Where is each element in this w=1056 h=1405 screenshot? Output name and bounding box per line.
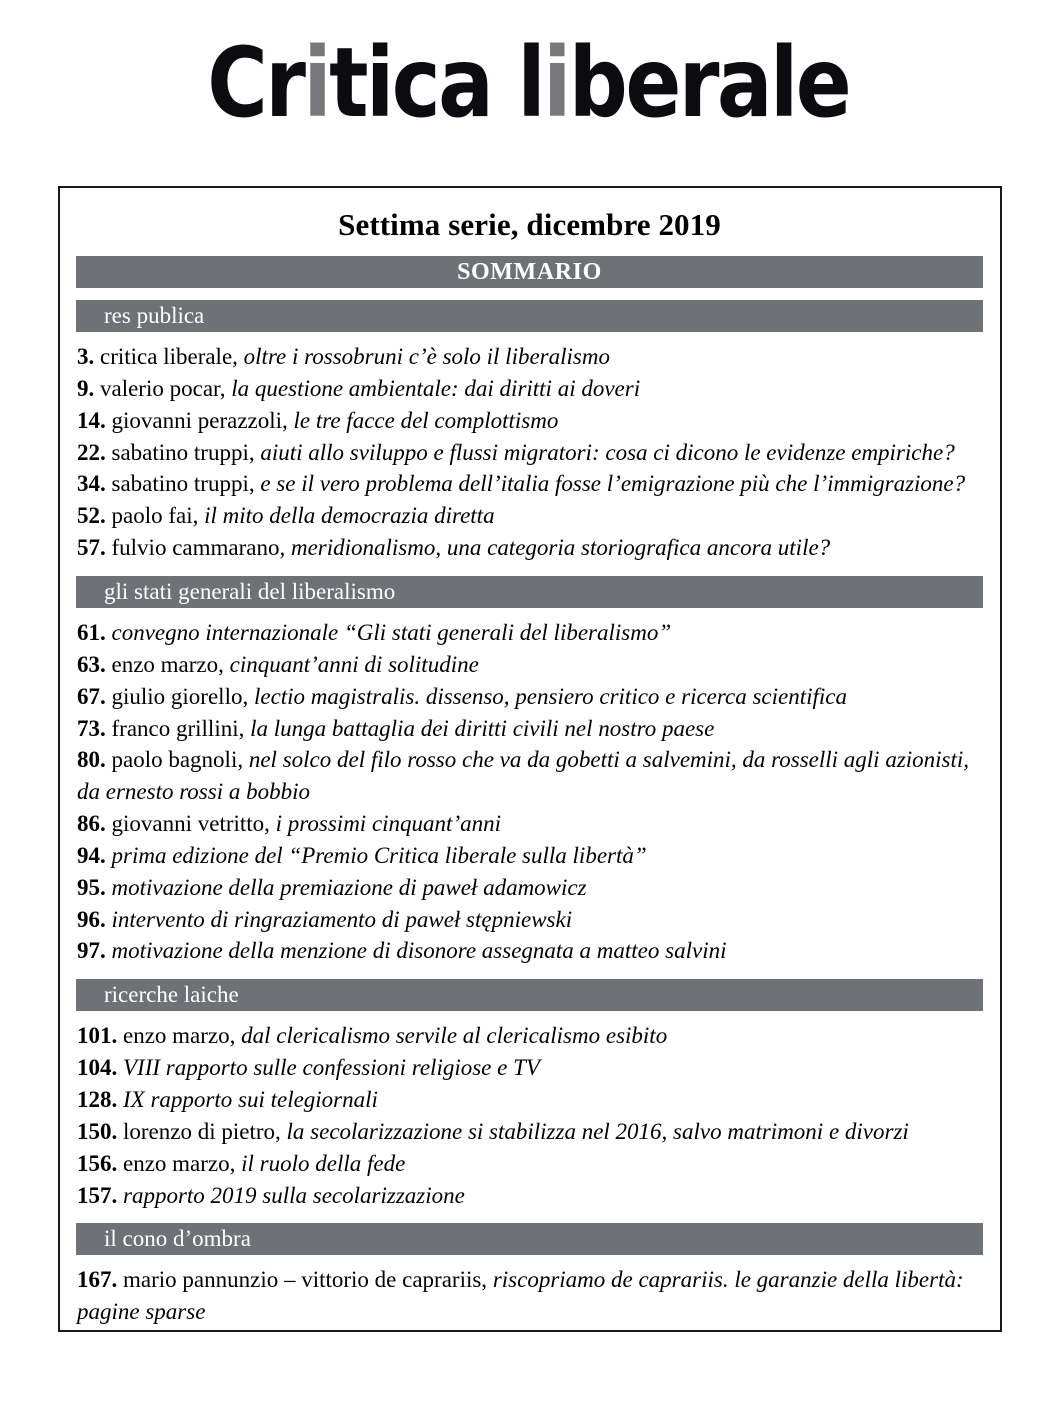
entry-title: lectio magistralis. dissenso, pensiero critico e ricerca scientifica [248, 683, 847, 709]
toc-entry[interactable] [77, 500, 983, 532]
toc-entry[interactable] [77, 935, 983, 967]
toc-entry[interactable] [77, 1084, 983, 1116]
entry-title: il mito della democrazia diretta [198, 503, 495, 529]
entry-author: giovanni perazzoli, [105, 407, 288, 433]
entry-title: VIII rapporto sulle confessioni religiose e TV [117, 1055, 540, 1081]
toc-entry[interactable] [77, 904, 983, 936]
entry-title: nel solco del filo rosso che va da gobetti a salvemini, da rosselli agli azionisti, da ernesto rossi a bobbio [77, 747, 970, 805]
summary-frame [58, 186, 1002, 1332]
entry-title: motivazione della premiazione di paweł adamowicz [105, 874, 587, 900]
masthead-text-2: tica l [328, 27, 543, 139]
entry-page-number: 95. [77, 874, 106, 900]
entry-author: paolo bagnoli, [105, 747, 244, 773]
publication-title [207, 27, 849, 139]
entry-title: aiuti allo sviluppo e flussi migratori: cosa ci dicono le evidenze empiriche? [254, 439, 955, 465]
entry-list [76, 341, 983, 564]
toc-entry[interactable] [77, 341, 983, 373]
toc-entry[interactable] [77, 840, 983, 872]
entry-page-number: 156. [77, 1150, 118, 1176]
entry-page-number: 67. [77, 683, 106, 709]
entry-page-number: 97. [77, 938, 106, 964]
entry-page-number: 52. [77, 503, 106, 529]
toc-entry[interactable] [77, 1116, 983, 1148]
section-block [76, 300, 983, 564]
entry-page-number: 73. [77, 715, 106, 741]
entry-author: giovanni vetritto, [105, 811, 270, 837]
entry-page-number: 34. [77, 471, 106, 497]
entry-page-number: 80. [77, 747, 106, 773]
entry-list [76, 1264, 983, 1332]
entry-page-number: 150. [77, 1118, 118, 1144]
section-block [76, 1223, 983, 1332]
entry-page-number: 128. [77, 1086, 118, 1112]
section-header-res-publica: res publica [76, 300, 983, 332]
entry-author: critica liberale, [94, 344, 238, 370]
masthead-accent-i-2: i [542, 27, 569, 139]
entry-list [76, 1020, 983, 1211]
entry-title: convegno internazionale “Gli stati generali del liberalismo” [105, 620, 672, 645]
entry-author: fulvio cammarano, [105, 535, 286, 561]
section-header-ricerche-laiche: ricerche laiche [76, 979, 983, 1011]
toc-entry[interactable] [77, 649, 983, 681]
entry-title: cinquant’anni di solitudine [223, 651, 479, 677]
entry-author: enzo marzo, [117, 1023, 236, 1049]
section-block [76, 576, 983, 967]
masthead-accent-i: i [303, 27, 329, 139]
entry-title: oltre i rossobruni c’è solo il liberalismo [237, 344, 610, 370]
entry-title: la questione ambientale: dai diritti ai doveri [225, 375, 641, 401]
entry-title: dal clericalismo servile al clericalismo esibito [235, 1023, 668, 1049]
entry-page-number: 101. [77, 1023, 118, 1049]
entry-title: i prossimi cinquant’anni [269, 811, 501, 837]
entry-author: valerio pocar, [94, 375, 226, 401]
toc-entry[interactable] [77, 373, 983, 405]
entry-page-number: 22. [77, 439, 106, 465]
toc-entry[interactable] [77, 1052, 983, 1084]
entry-title: riscopriamo de caprariis. le garanzie della libertà: pagine sparse [77, 1267, 964, 1325]
masthead [0, 0, 1056, 139]
toc-entry[interactable] [77, 405, 983, 437]
entry-author: giulio giorello, [105, 683, 249, 709]
entry-page-number: 61. [77, 620, 106, 645]
entry-title: prima edizione del “Premio Critica liberale sulla libertà” [105, 842, 647, 868]
toc-entry[interactable] [77, 1148, 983, 1180]
toc-entry[interactable] [77, 532, 983, 564]
entry-title: motivazione della menzione di disonore assegnata a matteo salvini [105, 938, 727, 964]
section-header-gli-stati-generali-del-liberalismo: gli stati generali del liberalismo [76, 576, 983, 608]
entry-title: le tre facce del complottismo [287, 407, 559, 433]
entry-title: meridionalismo, una categoria storiografica ancora utile? [285, 535, 831, 561]
toc-entry[interactable] [77, 617, 983, 649]
entry-page-number: 167. [77, 1267, 118, 1293]
entry-title: la secolarizzazione si stabilizza nel 2016, salvo matrimoni e divorzi [280, 1118, 909, 1144]
entry-title: rapporto 2019 sulla secolarizzazione [117, 1182, 465, 1208]
toc-entry[interactable] [77, 1180, 983, 1212]
toc-entry[interactable] [77, 744, 983, 808]
entry-page-number: 104. [77, 1055, 118, 1081]
entry-title: IX rapporto sui telegiornali [117, 1086, 378, 1112]
toc-entry[interactable] [77, 713, 983, 745]
entry-page-number: 3. [77, 344, 95, 370]
entry-author: paolo fai, [105, 503, 199, 529]
entry-title: intervento di ringraziamento di paweł stępniewski [105, 906, 573, 932]
masthead-text-3: berale [568, 27, 849, 139]
issue-title: Settima serie, dicembre 2019 [338, 207, 721, 242]
toc-entry[interactable] [77, 681, 983, 713]
entry-page-number: 14. [77, 407, 106, 433]
entry-title: e se il vero problema dell’italia fosse l’emigrazione più che l’immigrazione? [254, 471, 966, 497]
entry-author: sabatino truppi, [105, 439, 255, 465]
entry-page-number: 96. [77, 906, 106, 932]
toc-entry[interactable] [77, 808, 983, 840]
toc-entry[interactable] [77, 872, 983, 904]
entry-page-number: 63. [77, 651, 106, 677]
sections-container [76, 300, 983, 1332]
entry-page-number: 86. [77, 811, 106, 837]
entry-author: lorenzo di pietro, [117, 1118, 281, 1144]
entry-page-number: 9. [77, 375, 95, 401]
entry-author: mario pannunzio – vittorio de caprariis, [117, 1267, 488, 1293]
entry-page-number: 157. [77, 1182, 118, 1208]
toc-entry[interactable] [77, 437, 983, 469]
entry-author: enzo marzo, [105, 651, 224, 677]
entry-author: enzo marzo, [117, 1150, 236, 1176]
section-block [76, 979, 983, 1211]
entry-title: la lunga battaglia dei diritti civili nel nostro paese [244, 715, 715, 741]
toc-entry[interactable] [77, 1264, 983, 1328]
masthead-text-1: Cr [207, 27, 304, 139]
entry-page-number: 57. [77, 535, 106, 561]
summary-heading: SOMMARIO [76, 256, 983, 288]
entry-page-number: 94. [77, 842, 106, 868]
toc-entry[interactable] [77, 1020, 983, 1052]
entry-title: il ruolo della fede [235, 1150, 406, 1176]
entry-author: franco grillini, [105, 715, 245, 741]
entry-author: sabatino truppi, [105, 471, 255, 497]
toc-entry[interactable] [77, 468, 983, 500]
section-header-il-cono-d-ombra: il cono d’ombra [76, 1223, 983, 1255]
entry-list [76, 617, 983, 967]
